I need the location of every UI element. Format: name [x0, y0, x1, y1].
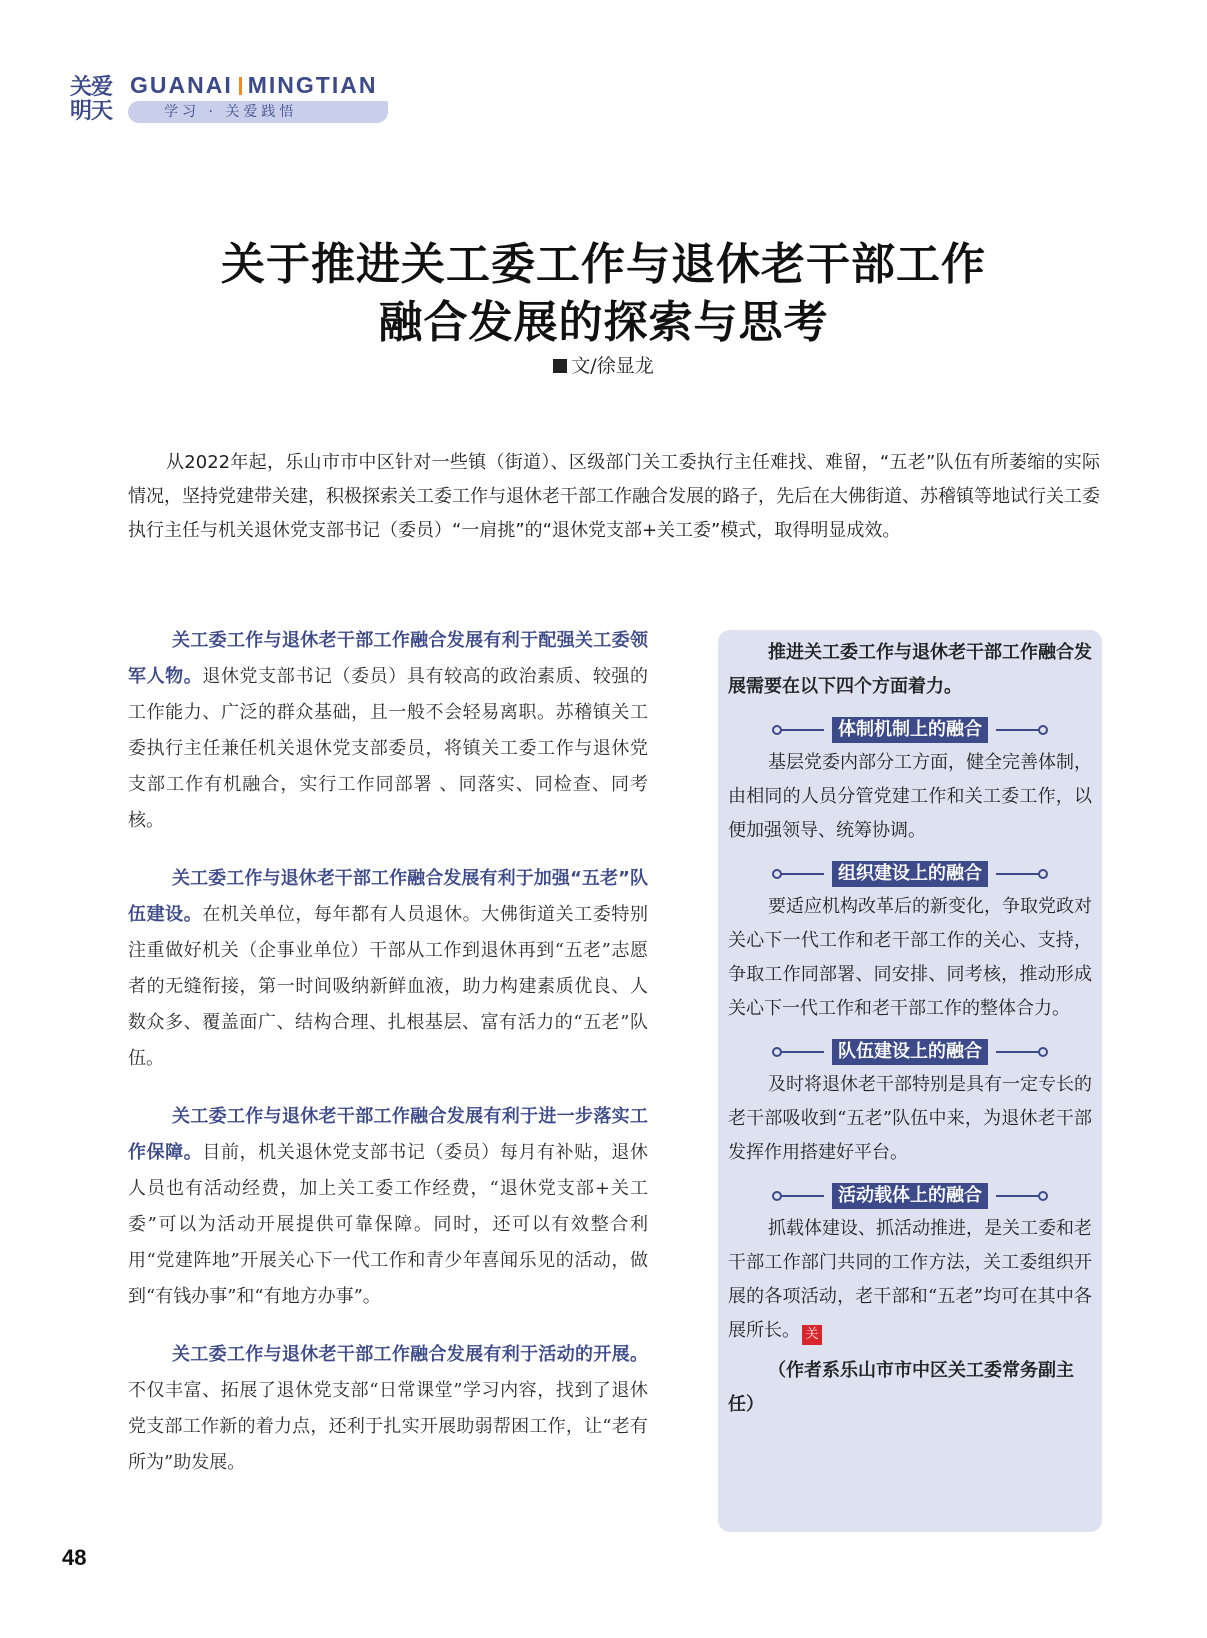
divider-line: [780, 729, 824, 731]
article-intro: 从2022年起，乐山市市中区针对一些镇（街道）、区级部门关工委执行主任难找、难留，“五老”队伍有所萎缩的实际情况，坚持党建带关建，积极探索关工委工作与退休老干部工作融合发展的路子，先后在大佛街道、苏稽镇等地试行关工委执行主任与机关退休党支部书记（委员）“一肩挑”的“退休党支部+关工委”模式，取得明显成效。: [128, 452, 1100, 541]
sidebar-final-text: 抓载体建设、抓活动推进，是关工委和老干部工作部门共同的工作方法，关工委组织开展的各项活动，老干部和“五老”均可在其中各展所长。: [728, 1218, 1092, 1341]
divider-line: [780, 1195, 824, 1197]
sidebar-section-label: 队伍建设上的融合: [832, 1039, 988, 1065]
brand-logo-english: [130, 72, 377, 99]
divider-line: [996, 1051, 1040, 1053]
sidebar-section-header: [728, 858, 1092, 890]
sidebar-section-label: 组织建设上的融合: [832, 861, 988, 887]
body-paragraph: [128, 1337, 648, 1481]
paragraph-text: 在机关单位，每年都有人员退休。大佛街道关工委特别注重做好机关（企事业单位）干部从工作到退休再到“五老”志愿者的无缝衔接，第一时间吸纳新鲜血液，助力构建素质优良、人数众多、覆盖面广、结构合理、扎根基层、富有活力的“五老”队伍。: [128, 904, 649, 1069]
sidebar-section-text: [728, 1212, 1092, 1348]
sidebar-section-label: 体制机制上的融合: [832, 717, 988, 743]
divider-line: [996, 873, 1040, 875]
paragraph-highlight: 关工委工作与退休老干部工作融合发展有利于活动的开展。: [172, 1344, 648, 1365]
paragraph-text: 退休党支部书记（委员）具有较高的政治素质、较强的工作能力、广泛的群众基础，且一般不会轻易离职。苏稽镇关工委执行主任兼任机关退休党支部委员，将镇关工委工作与退休党支部工作有机融合，实行工作同部署 、同落实、同检查、同考核。: [128, 666, 649, 831]
sidebar-section-header: [728, 1180, 1092, 1212]
end-mark-icon: 关: [802, 1325, 822, 1345]
divider-line: [780, 1051, 824, 1053]
author-note: （作者系乐山市市中区关工委常务副主任）: [728, 1360, 1074, 1415]
body-paragraph: [128, 1099, 648, 1315]
paragraph-text: 目前，机关退休党支部书记（委员）每月有补贴，退休人员也有活动经费，加上关工委工作经费，“退休党支部+关工委”可以为活动开展提供可靠保障。同时，还可以有效整合利用“党建阵地”开展关心下一代工作和青少年喜闻乐见的活动，做到“有钱办事”和“有地方办事”。: [128, 1142, 649, 1307]
sidebar-section-text: 及时将退休老干部特别是具有一定专长的老干部吸收到“五老”队伍中来，为退休老干部发挥作用搭建好平台。: [728, 1074, 1092, 1163]
sidebar-section-text: 基层党委内部分工方面，健全完善体制，由相同的人员分管党建工作和关工委工作，以便加强领导、统筹协调。: [728, 752, 1092, 841]
brand-logo-chinese: 关爱明天: [70, 75, 113, 124]
paragraph-text: 不仅丰富、拓展了退休党支部“日常课堂”学习内容，找到了退休党支部工作新的着力点，还利于扎实开展助弱帮困工作，让“老有所为”助发展。: [128, 1380, 648, 1473]
article-byline: [0, 351, 1207, 378]
sidebar-section-header: [728, 714, 1092, 746]
paragraph-highlight: 关工委工作与退休老干部工作融合发展有利于进一步落实工作保障。: [128, 1106, 648, 1163]
byline-square-icon: [553, 359, 567, 373]
sidebar-section-text: 要适应机构改革后的新变化，争取党政对关心下一代工作和老干部工作的关心、支持，争取工作同部署、同安排、同考核，推动形成关心下一代工作和老干部工作的整体合力。: [728, 896, 1092, 1019]
body-paragraph: [128, 861, 648, 1077]
brand-logo-english-right: MINGTIAN: [247, 72, 378, 98]
body-paragraph: [128, 623, 648, 839]
sidebar-box: [718, 630, 1102, 1532]
brand-logo-english-left: GUANAI: [130, 72, 233, 98]
article-title-line-2: 融合发展的探索与思考: [378, 297, 829, 348]
section-tag: 学习 · 关爱践悟: [128, 101, 388, 123]
sidebar-heading: 推进关工委工作与退休老干部工作融合发展需要在以下四个方面着力。: [728, 642, 1092, 697]
sidebar-section-header: [728, 1036, 1092, 1068]
byline-text: 文/徐显龙: [571, 355, 654, 377]
paragraph-highlight: 关工委工作与退休老干部工作融合发展有利于加强“五老”队伍建设。: [128, 868, 648, 925]
page-number: 48: [62, 1545, 87, 1570]
article-title-line-1: 关于推进关工委工作与退休老干部工作: [221, 239, 986, 290]
sidebar-section-label: 活动载体上的融合: [832, 1183, 988, 1209]
divider-line: [996, 1195, 1040, 1197]
brand-separator: [239, 77, 242, 95]
divider-line: [780, 873, 824, 875]
main-column: [128, 623, 648, 1503]
divider-line: [996, 729, 1040, 731]
paragraph-highlight: 关工委工作与退休老干部工作融合发展有利于配强关工委领军人物。: [128, 630, 648, 687]
